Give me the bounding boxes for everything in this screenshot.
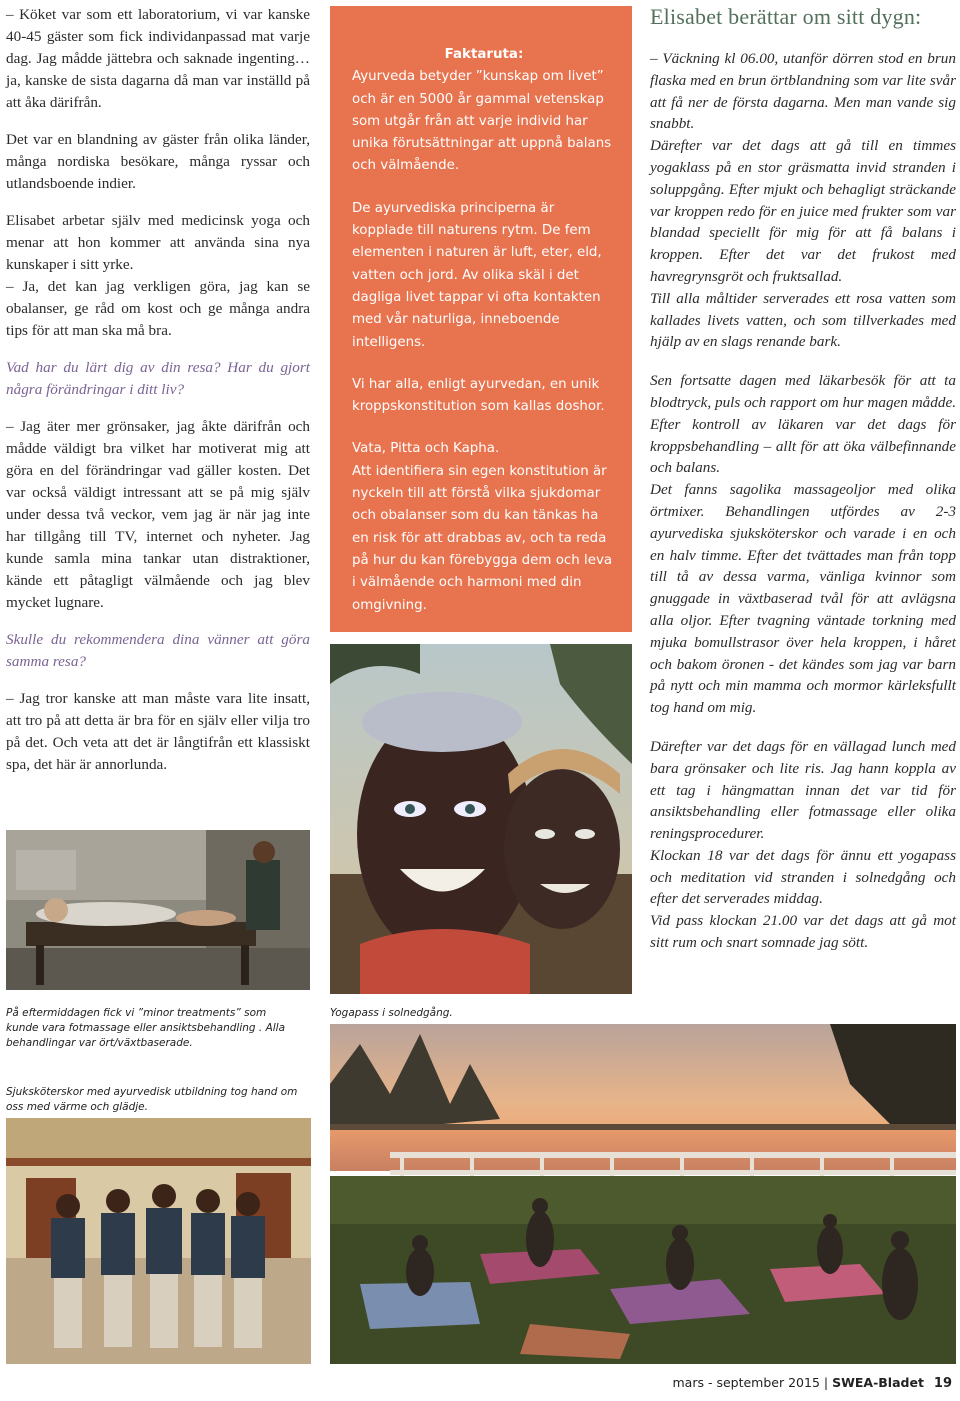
factbox-paragraph: Vi har alla, enligt ayurvedan, en unik kroppskonstitution som kallas doshor. [352,376,605,415]
interview-question: Vad har du lärt dig av din resa? Har du gjort några förändringar i ditt liv? [6,359,310,398]
section-heading: Elisabet berättar om sitt dygn: [650,4,922,29]
face-mask-photo-image [330,644,632,994]
day-paragraph: – Väckning kl 06.00, utanför dörren stod en brun flaska med en brun örtblandning som var lite svår att få ner de första dagarna. Men man vande sig snabbt. [650,50,956,133]
nurses-photo-image [6,1118,311,1364]
factbox [330,6,632,632]
body-paragraph: Elisabet arbetar själv med medicinsk yoga och menar att hon kommer att använda sina nya kunskaper i sitt yrke. [6,212,310,273]
yoga-photo [330,1024,956,1364]
issue-date: mars - september 2015 [672,1375,820,1390]
day-paragraph: Vid pass klockan 21.00 var det dags att gå mot sitt rum och snart somnade jag sött. [650,912,956,952]
day-paragraph: Klockan 18 var det dags för ännu ett yogapass och meditation vid stranden i solnedgång och efter det serverades middag. [650,846,956,908]
right-column [650,4,956,971]
day-paragraph: Därefter var det dags att gå till en timmes yogaklass på en stor gräsmatta invid stranden i soluppgång. Efter mjukt och behagligt sträckande var kroppen redo för en juice med frukter som var blandad speciellt för mig för att få balans i kroppen. Efter det var det frukost med havregrynsgröt och fruktsallad. [650,137,956,285]
treatment-caption: På eftermiddagen fick vi ”minor treatments” som kunde vara fotmassage eller ansiktsbehandling . Alla behandlingar var ört/växtbaserade. [6,1007,286,1049]
factbox-paragraph: Vata, Pitta och Kapha. [352,441,500,457]
day-paragraph: Sen fortsatte dagen med läkarbesök för att ta blodtryck, puls och rapport om hur magen mådde. Efter kontroll av läkaren var det dags för kroppsbehandling – allt för att öka välbefinnande och balans. [650,372,956,477]
body-paragraph: Det var en blandning av gäster från olika länder, många nordiska besökare, många ryssar och utlandsboende indier. [6,131,310,192]
magazine-name: SWEA-Bladet [832,1375,924,1390]
factbox-paragraph: Ayurveda betyder ”kunskap om livet” och är en 5000 år gammal vetenskap som utgår från att varje individ har unika förutsättningar att uppnå balans och välmående. [352,69,612,174]
factbox-paragraph: Att identifiera sin egen konstitution är nyckeln till att förstå vilka sjukdomar och obalanser som du kan tänkas ha en risk för att drabbas av, och ta reda på hur du kan förebygga dem och leva i välmående och harmoni med din omgivning. [352,463,613,613]
yoga-photo-image [330,1024,956,1364]
nurses-caption: Sjuksköterskor med ayurvedisk utbildning tog hand om oss med värme och glädje. [6,1086,298,1113]
page-number: 19 [933,1376,952,1391]
day-paragraph: Till alla måltider serverades ett rosa vatten som kallades livets vatten, och som tillverkades med hjälp av en slags renande bark. [650,289,956,351]
face-mask-photo [330,644,632,994]
treatment-photo-image [6,830,310,990]
nurses-photo [6,1118,311,1364]
body-paragraph: – Ja, det kan jag verkligen göra, jag kan se obalanser, ge råd om kost och ge många andra tips för att man ska må bra. [6,278,310,339]
day-paragraph: Det fanns sagolika massageoljor med olika örtmixer. Behandlingen utfördes av 2-3 ayurvediska sjuksköterskor och varade i en och en halv timme. Efter det tvättades man från topp till tå av dessa varma, vänliga kvinnor som gnuggade in växtbaserad tvål för att avlägsna alla oljor. Efter tvagning väntade torkning med mjuka bomullstrasor över hela kroppen, i håret och bakom öronen - det kändes som jag var barn på nytt och min mamma och mormor kärleksfullt tog hand om mig. [650,481,956,717]
factbox-paragraph: De ayurvediska principerna är kopplade till naturens rytm. De fem elementen i naturen är luft, eter, eld, vatten och jord. Av olika skäl i det dagliga livet tappar vi ofta kontakten med vår naturliga, inneboende intelligens. [352,200,602,350]
page-footer: mars - september 2015 | SWEA-Bladet 19 [672,1375,952,1391]
body-paragraph: – Köket var som ett laboratorium, vi var kanske 40-45 gäster som fick individanpassad mat varje dag. Jag mådde jättebra och saknade ingenting… ja, kanske de sista dagarna då man var inställd på att åka därifrån. [6,6,310,111]
body-paragraph: – Jag äter mer grönsaker, jag åkte därifrån och mådde väldigt bra vilket har motiverat mig att göra en del förändringar vad gäller kosten. Det var också väldigt intressant att se på mig själv under dessa två veckor, vem jag är när jag inte har tillgång till TV, internet och nyheter. Jag kunde samla mina tankar utan distraktioner, kände ett påtagligt välmående och jag blev mycket lugnare. [6,418,310,611]
left-column [6,4,310,791]
treatment-photo [6,830,310,990]
body-paragraph: – Jag tror kanske att man måste vara lite insatt, att tro på att detta är bra för en själv eller vilja tro på det. Och veta att det är långtifrån ett klassiskt spa, det här är annorlunda. [6,690,310,773]
day-paragraph: Därefter var det dags för en vällagad lunch med bara grönsaker och lite ris. Jag hann koppla av ett tag i hängmattan innan det var tid för ansiktsbehandling eller fotmassage eller olika reningsprocedurer. [650,737,956,843]
yoga-caption: Yogapass i solnedgång. [330,1007,453,1019]
factbox-title: Faktaruta: [444,47,524,62]
interview-question: Skulle du rekommendera dina vänner att göra samma resa? [6,631,310,670]
